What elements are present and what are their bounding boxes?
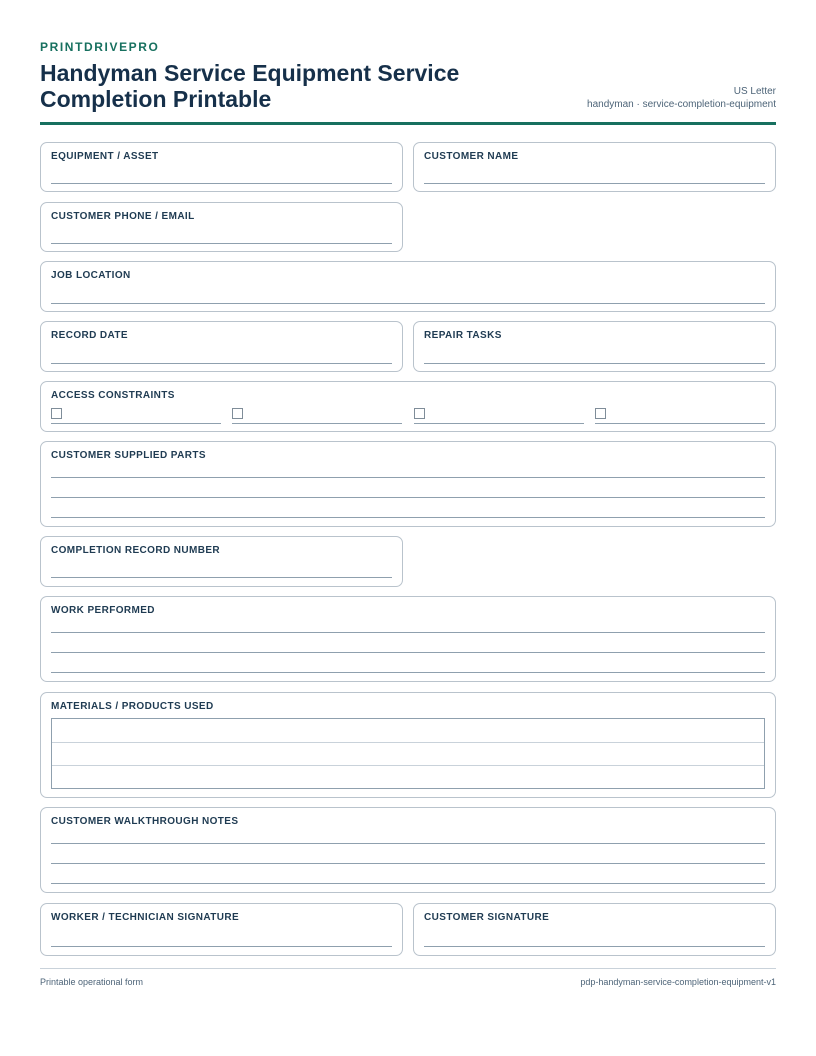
paper-size: US Letter [733,86,776,97]
customer-supplied-parts-label: CUSTOMER SUPPLIED PARTS [51,450,206,461]
job-location-field [40,261,776,312]
access-constraint-option [51,408,221,424]
equipment-asset-label: EQUIPMENT / ASSET [51,151,159,162]
customer-name-field [413,142,776,192]
customer-phone-email-label: CUSTOMER PHONE / EMAIL [51,211,195,222]
repair-tasks-label: REPAIR TASKS [424,330,502,341]
work-performed-field [40,596,776,682]
customer-supplied-parts-field [40,441,776,527]
access-constraints-field [40,381,776,432]
customer-walkthrough-notes-line[interactable] [51,863,765,864]
customer-signature-label: CUSTOMER SIGNATURE [424,912,550,923]
completion-record-number-line[interactable] [51,577,392,578]
checkbox[interactable] [595,408,606,419]
checkbox[interactable] [414,408,425,419]
job-location-line[interactable] [51,303,765,304]
table-row-divider [52,765,764,766]
customer-phone-email-line[interactable] [51,243,392,244]
work-performed-line[interactable] [51,672,765,673]
customer-phone-email-field [40,202,403,252]
record-date-field [40,321,403,372]
customer-supplied-parts-line[interactable] [51,517,765,518]
customer-supplied-parts-line[interactable] [51,497,765,498]
brand-name: PRINTDRIVEPRO [40,40,160,54]
access-constraints-label: ACCESS CONSTRAINTS [51,390,175,401]
completion-record-number-label: COMPLETION RECORD NUMBER [51,545,221,556]
customer-supplied-parts-line[interactable] [51,477,765,478]
completion-record-number-field [40,536,403,587]
materials-products-field [40,692,776,798]
form-slug: handyman · service-completion-equipment [587,99,776,110]
checkbox[interactable] [232,408,243,419]
work-performed-line[interactable] [51,652,765,653]
customer-name-label: CUSTOMER NAME [424,151,519,162]
access-constraint-option [595,408,765,424]
customer-walkthrough-notes-line[interactable] [51,843,765,844]
document-meta [587,85,776,111]
equipment-asset-field [40,142,403,192]
header-divider [40,122,776,125]
materials-table [51,718,765,789]
checkbox[interactable] [51,408,62,419]
materials-products-label: MATERIALS / PRODUCTS USED [51,701,214,712]
customer-signature-field [413,903,776,956]
worker-signature-field [40,903,403,956]
table-row-divider [52,742,764,743]
worker-signature-label: WORKER / TECHNICIAN SIGNATURE [51,912,240,923]
record-date-line[interactable] [51,363,392,364]
customer-walkthrough-notes-field [40,807,776,893]
repair-tasks-field [413,321,776,372]
customer-walkthrough-notes-label: CUSTOMER WALKTHROUGH NOTES [51,816,239,827]
footer-divider [40,968,776,969]
work-performed-line[interactable] [51,632,765,633]
worker-signature-line[interactable] [51,946,392,947]
record-date-label: RECORD DATE [51,330,128,341]
access-constraint-option [232,408,402,424]
access-constraint-option [414,408,584,424]
customer-walkthrough-notes-line[interactable] [51,883,765,884]
footer-left-text: Printable operational form [40,977,144,987]
job-location-label: JOB LOCATION [51,270,131,281]
footer-form-id: pdp-handyman-service-completion-equipment-v1 [580,977,776,987]
work-performed-label: WORK PERFORMED [51,605,155,616]
customer-signature-line[interactable] [424,946,765,947]
repair-tasks-line[interactable] [424,363,765,364]
customer-name-line[interactable] [424,183,765,184]
page-title: Handyman Service Equipment Service Completion Printable [40,60,460,112]
equipment-asset-line[interactable] [51,183,392,184]
